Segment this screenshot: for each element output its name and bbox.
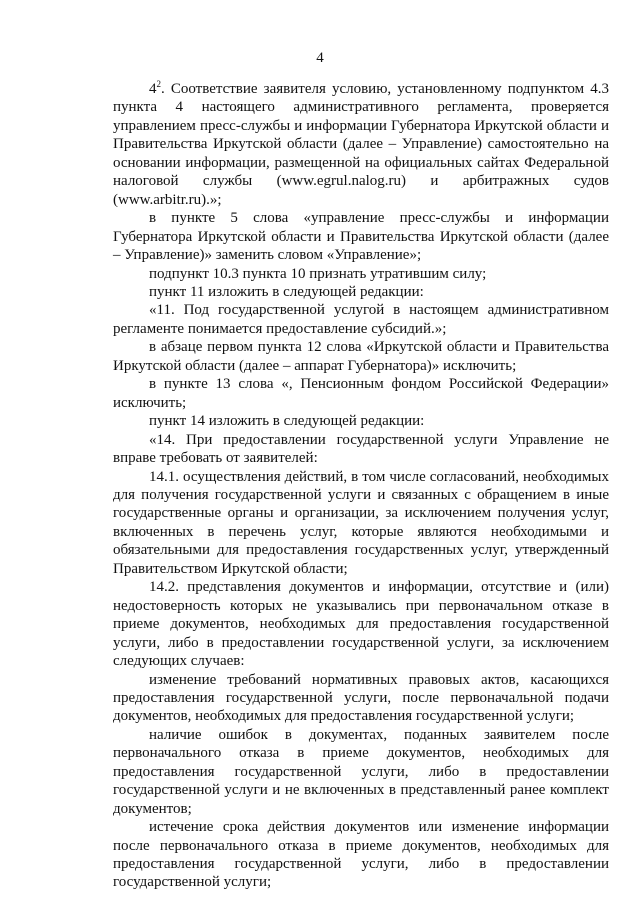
paragraph-prefix: 4 xyxy=(149,81,157,97)
paragraph-item-5: в пункте 5 слова «управление пресс-службы и информации Губернатора Иркутской области и Правительства Иркутской области (далее – Управление)» заменить словом «Управление»; xyxy=(113,210,609,264)
page-number: 4 xyxy=(316,50,324,66)
paragraph-superscript: 2 xyxy=(156,79,161,89)
paragraph-item-13: в пункте 13 слова «, Пенсионным фондом Российской Федерации» исключить; xyxy=(113,376,609,411)
paragraph-item-11-intro: пункт 11 изложить в следующей редакции: xyxy=(149,283,424,300)
paragraph-item-14: «14. При предоставлении государственной услуги Управление не вправе требовать от заявителей: xyxy=(113,431,609,467)
paragraph-4-2 xyxy=(113,80,609,209)
paragraph-case-document-errors: наличие ошибок в документах, поданных заявителем после первоначального отказа в приеме документов, необходимых для предоставления государственной услуги, либо в предоставлении государственной услуги и не включенных в представленный ранее комплект документов; xyxy=(113,726,609,817)
paragraph-case-requirements-change: изменение требований нормативных правовых актов, касающихся предоставления государственной услуги, после первоначальной подачи документов, необходимых для предоставления государственной услуги; xyxy=(113,671,609,725)
document-body xyxy=(113,80,609,892)
paragraph-item-11: «11. Под государственной услугой в настоящем административном регламенте понимается предоставление субсидий.»; xyxy=(113,302,609,337)
paragraph-item-12: в абзаце первом пункта 12 слова «Иркутской области и Правительства Иркутской области (далее – аппарат Губернатора)» исключить; xyxy=(113,339,609,374)
paragraph-item-14-2: 14.2. представления документов и информации, отсутствие и (или) недостоверность которых не указывались при первоначальном отказе в приеме документов, необходимых для предоставления государственной услуги, либо в предоставлении государственной услуги, за исключением следующих случаев: xyxy=(113,579,609,670)
paragraph-subitem-10-3: подпункт 10.3 пункта 10 признать утратившим силу; xyxy=(149,265,487,282)
paragraph-case-expiration: истечение срока действия документов или изменение информации после первоначального отказа в приеме документов, необходимых для предоставления государственной услуги, либо в предоставлении государственной услуги; xyxy=(113,819,609,891)
paragraph-text: . Соответствие заявителя условию, установленному подпунктом 4.3 пункта 4 настоящего административного регламента, проверяется управлением пресс-службы и информации Губернатора Иркутской области и Правительства Иркутской области (далее – Управление) самостоятельно на основании информации, размещенной на официальных сайтах Федеральной налоговой службы (www.egrul.nalog.ru) и арбитражных судов (www.arbitr.ru).»; xyxy=(113,81,609,208)
paragraph-item-14-1: 14.1. осуществления действий, в том числе согласований, необходимых для получения государственной услуги и связанных с обращением в иные государственные органы и организации, за исключением получения услуг, включенных в перечень услуг, которые являются необходимыми и обязательными для предоставления государственных услуг, утвержденный Правительством Иркутской области; xyxy=(113,468,609,577)
paragraph-item-14-intro: пункт 14 изложить в следующей редакции: xyxy=(149,413,425,430)
